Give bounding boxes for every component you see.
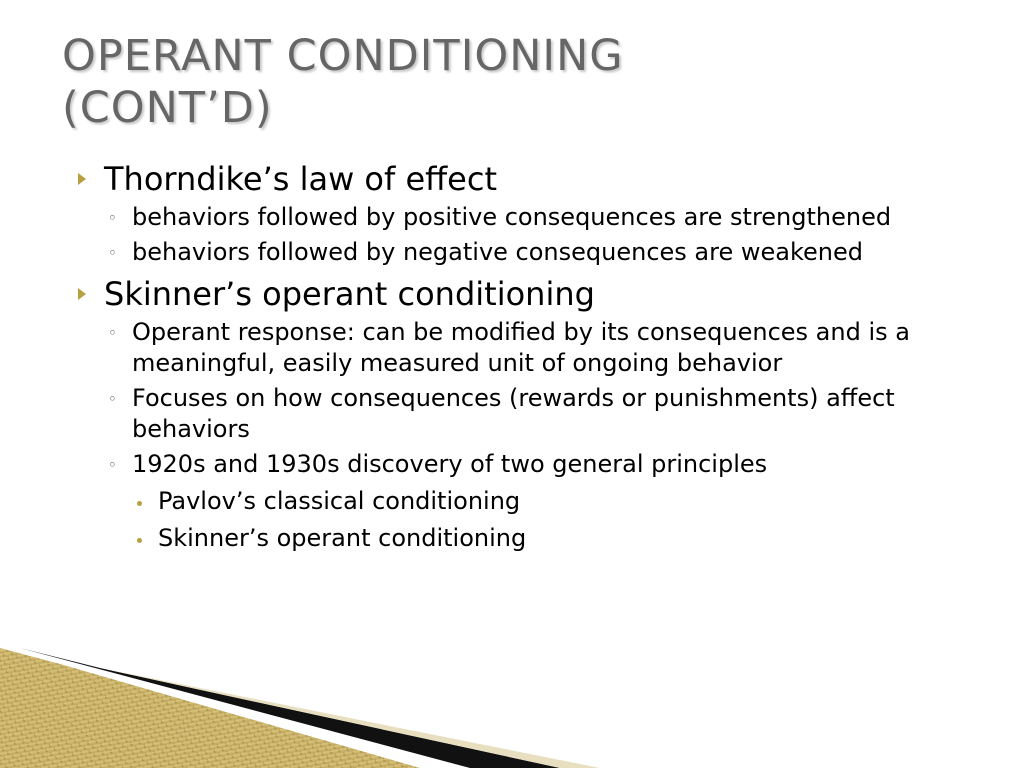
title-line-2: (CONT’D) bbox=[62, 83, 273, 133]
sub-bullet-text: 1920s and 1930s discovery of two general principles bbox=[132, 450, 768, 478]
bullet-text: Thorndike’s law of effect bbox=[104, 160, 497, 198]
gold-wedge bbox=[0, 648, 420, 768]
hollow-circle-icon: ◦ bbox=[108, 209, 117, 227]
hollow-circle-icon: ◦ bbox=[108, 324, 117, 342]
hollow-circle-icon: ◦ bbox=[108, 390, 117, 408]
third-level-bullet-text: Skinner’s operant conditioning bbox=[158, 524, 527, 552]
title-line-1: OPERANT CONDITIONING bbox=[62, 31, 624, 81]
sub-bullet-text: behaviors followed by negative consequences are weakened bbox=[132, 238, 863, 266]
bullet-text: Skinner’s operant conditioning bbox=[104, 275, 595, 313]
hollow-circle-icon: ◦ bbox=[108, 244, 117, 262]
hollow-circle-icon: ◦ bbox=[108, 456, 117, 474]
sub-bullet-text: Focuses on how consequences (rewards or punishments) affect behaviors bbox=[132, 384, 895, 443]
sub-bullet-text: behaviors followed by positive consequences are strengthened bbox=[132, 203, 892, 231]
sub-bullet-text: Operant response: can be modified by its consequences and is a meaningful, easily measured unit of ongoing behavior bbox=[132, 318, 910, 377]
third-level-bullet-text: Pavlov’s classical conditioning bbox=[158, 487, 521, 515]
